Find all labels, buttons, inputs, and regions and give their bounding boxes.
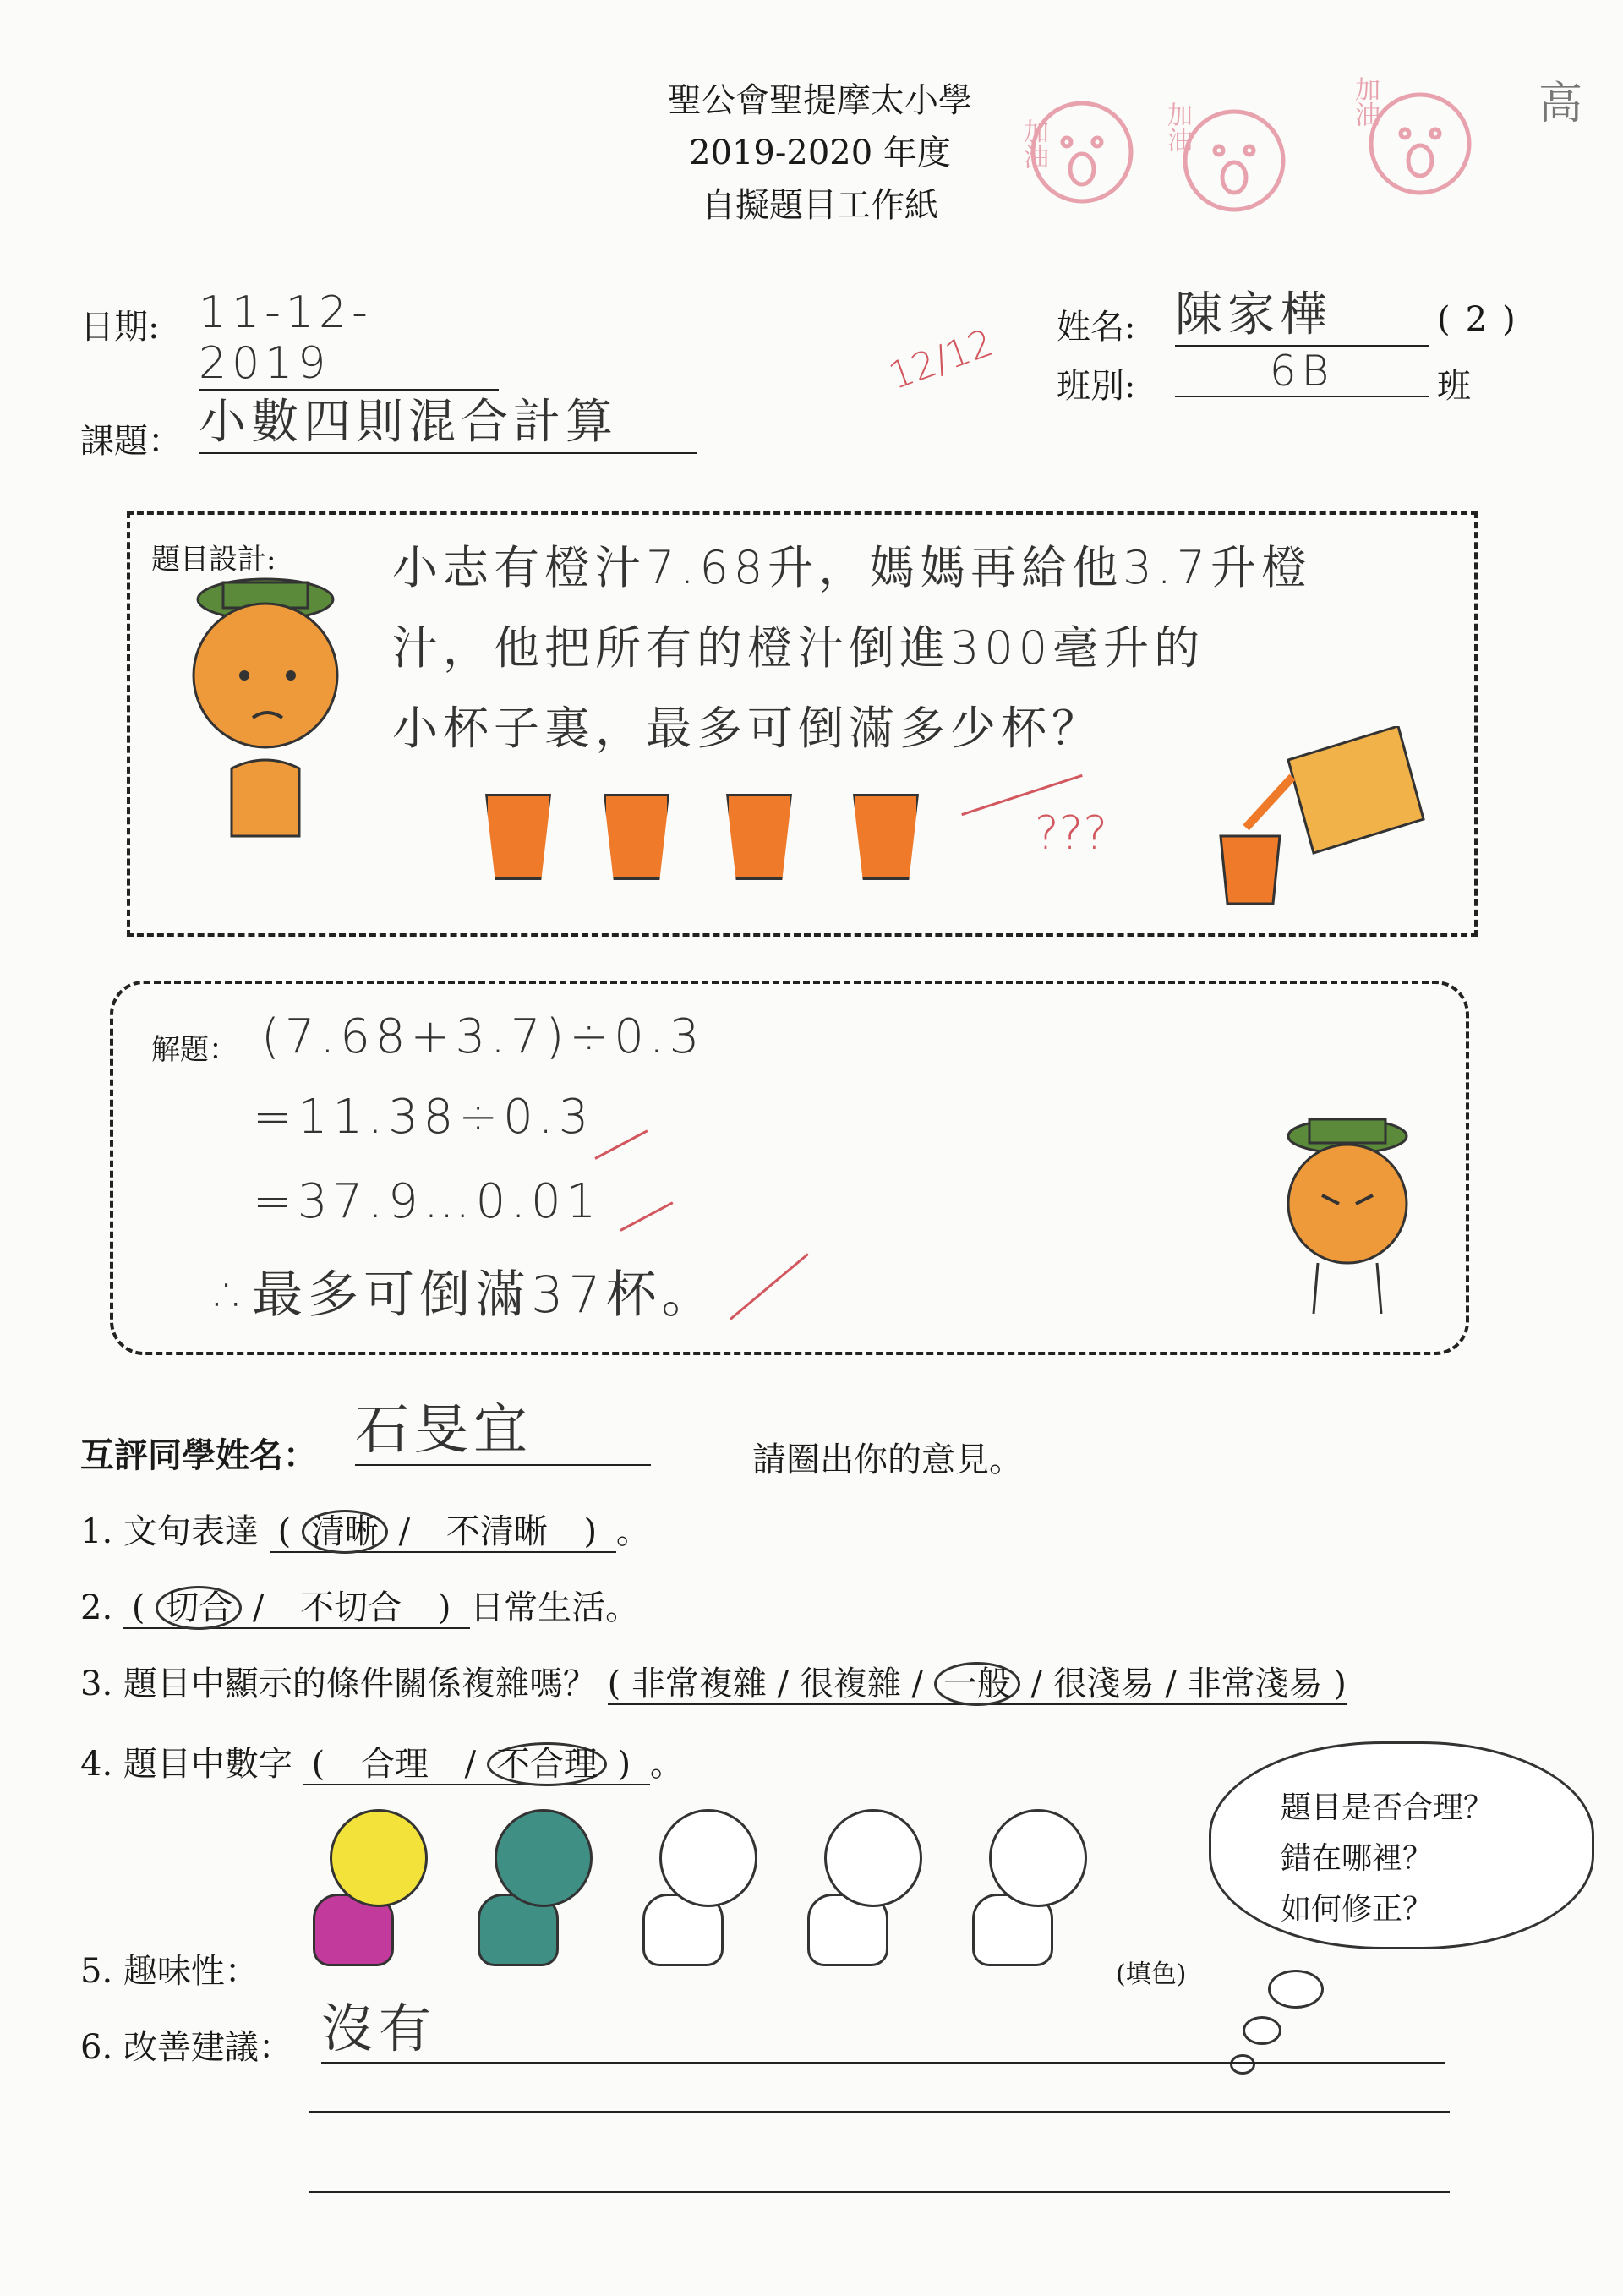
class-label: 班別:	[1057, 367, 1136, 406]
orange-juice-cups	[485, 785, 959, 887]
worksheet-title: 自擬題目工作紙	[702, 186, 938, 225]
name-value: 陳家樺	[1175, 277, 1429, 347]
answer-line	[309, 2189, 1450, 2193]
solution-label: 解題：	[151, 1033, 238, 1067]
bubble-line-3: 如何修正？	[1281, 1892, 1434, 1927]
improvement-suggestion: 沒有	[321, 1987, 1445, 2064]
question-3	[80, 1657, 1347, 1705]
solution-answer: ∴最多可倒滿37杯。	[215, 1266, 718, 1325]
q4-option-reasonable[interactable]: 合理	[360, 1745, 429, 1784]
q3-option[interactable]: 一般	[934, 1662, 1020, 1706]
q2-option-relevant[interactable]: 切合	[156, 1586, 242, 1630]
problem-line-2: 汁，他把所有的橙汁倒進300毫升的	[392, 621, 1205, 675]
problem-line-1: 小志有橙汁7.68升，媽媽再給他3.7升橙	[392, 541, 1313, 594]
q2-options: ( 切合 / 不切合 )	[123, 1588, 470, 1629]
thinking-character-icon	[172, 574, 358, 845]
q5-note: (填色)	[1116, 1960, 1187, 1989]
date-label: 日期:	[80, 308, 160, 347]
happy-character-icon	[1263, 1111, 1432, 1322]
check-mark	[594, 1129, 648, 1160]
class-number-value: 2	[1465, 300, 1488, 339]
juice-box-pouring-icon	[1212, 726, 1449, 912]
solution-step-2: =11.38÷0.3	[253, 1090, 594, 1145]
cup-icon	[604, 794, 669, 880]
q2-option-irrelevant[interactable]: 不切合	[300, 1588, 402, 1627]
peer-reviewer-name: 石旻宜	[355, 1386, 651, 1466]
check-mark	[620, 1201, 673, 1232]
stamp-label-3: 加油	[1350, 76, 1380, 127]
class-number: ( 2 )	[1437, 300, 1516, 339]
school-name: 聖公會聖提摩太小學	[668, 81, 972, 120]
problem-line-3: 小杯子裏，最多可倒滿多少杯？	[392, 702, 1102, 755]
fun-rating-face[interactable]	[296, 1801, 440, 1978]
q1-option-unclear[interactable]: 不清晰	[445, 1512, 548, 1551]
q4-option-unreasonable[interactable]: 不合理	[487, 1742, 607, 1786]
stamp-label-1: 加油	[1019, 118, 1048, 169]
problem-label: 題目設計:	[151, 543, 276, 577]
class-value: 6B	[1175, 347, 1429, 397]
q2-text: 日常生活。	[470, 1588, 640, 1627]
topic-label: 課題：	[80, 422, 182, 461]
peer-reviewer-label: 互評同學姓名：	[80, 1435, 317, 1475]
cup-icon	[853, 794, 919, 880]
name-label: 姓名:	[1057, 308, 1136, 347]
question-marks-doodle: ???	[1035, 806, 1107, 860]
q1-end: 。	[615, 1512, 650, 1551]
q3-options: ( 非常複雜 / 很複雜 / 一般 / 很淺易 / 非常淺易 )	[608, 1665, 1347, 1705]
q2-number: 2.	[80, 1588, 113, 1627]
check-mark	[730, 1253, 809, 1320]
face-head	[824, 1809, 922, 1907]
question-5	[80, 1944, 259, 1993]
q5-text: 趣味性：	[123, 1952, 259, 1991]
solution-box	[110, 981, 1469, 1355]
q1-number: 1.	[80, 1512, 113, 1551]
q3-option[interactable]: 非常複雜	[631, 1665, 767, 1703]
face-head	[330, 1809, 428, 1907]
fun-rating-face[interactable]	[461, 1801, 604, 1978]
solution-step-1: (7.68+3.7)÷0.3	[261, 1009, 705, 1064]
question-4	[80, 1737, 684, 1785]
q5-number: 5.	[80, 1952, 113, 1991]
question-2	[80, 1581, 639, 1629]
cup-icon	[726, 794, 792, 880]
face-head	[495, 1809, 593, 1907]
q3-option[interactable]: 很淺易	[1052, 1665, 1155, 1703]
peer-instruction: 請圈出你的意見。	[752, 1440, 1023, 1479]
question-6	[80, 2020, 292, 2069]
q4-text: 題目中數字	[123, 1745, 292, 1784]
cup-icon	[485, 794, 551, 880]
q3-number: 3.	[80, 1665, 113, 1703]
fun-rating-face[interactable]	[955, 1801, 1099, 1978]
q4-options: ( 合理 / 不合理 )	[303, 1745, 650, 1785]
date-value: 11-12-2019	[199, 287, 499, 391]
q3-option[interactable]: 非常淺易	[1187, 1665, 1323, 1703]
teacher-score: 12/12	[883, 320, 999, 399]
q1-option-clear[interactable]: 清晰	[302, 1510, 388, 1554]
fun-rating-face[interactable]	[790, 1801, 934, 1978]
bubble-line-1: 題目是否合理？	[1281, 1790, 1495, 1825]
problem-design-box	[127, 511, 1478, 937]
topic-value: 小數四則混合計算	[199, 385, 697, 454]
fun-rating	[296, 1801, 1107, 1987]
q6-text: 改善建議：	[123, 2028, 292, 2067]
fun-rating-face[interactable]	[626, 1801, 769, 1978]
answer-line	[309, 2109, 1450, 2113]
teacher-corner-mark: 高	[1538, 79, 1583, 129]
school-year: 2019-2020 年度	[689, 134, 951, 172]
bubble-line-2: 錯在哪裡？	[1281, 1841, 1434, 1876]
solution-step-3: =37.9…0.01	[253, 1174, 602, 1229]
q4-number: 4.	[80, 1745, 113, 1784]
face-head	[659, 1809, 757, 1907]
stamp-label-2: 加油	[1162, 101, 1192, 152]
face-head	[989, 1809, 1087, 1907]
worksheet-header	[0, 74, 1623, 232]
q6-number: 6.	[80, 2028, 113, 2067]
q1-options: ( 清晰 / 不清晰 )	[270, 1512, 616, 1553]
question-1	[80, 1505, 650, 1553]
q3-option[interactable]: 很複雜	[799, 1665, 901, 1703]
q3-text: 題目中顯示的條件關係複雜嗎？	[123, 1665, 597, 1703]
class-suffix: 班	[1437, 367, 1471, 406]
q4-end: 。	[649, 1745, 684, 1784]
q1-text: 文句表達	[123, 1512, 259, 1551]
